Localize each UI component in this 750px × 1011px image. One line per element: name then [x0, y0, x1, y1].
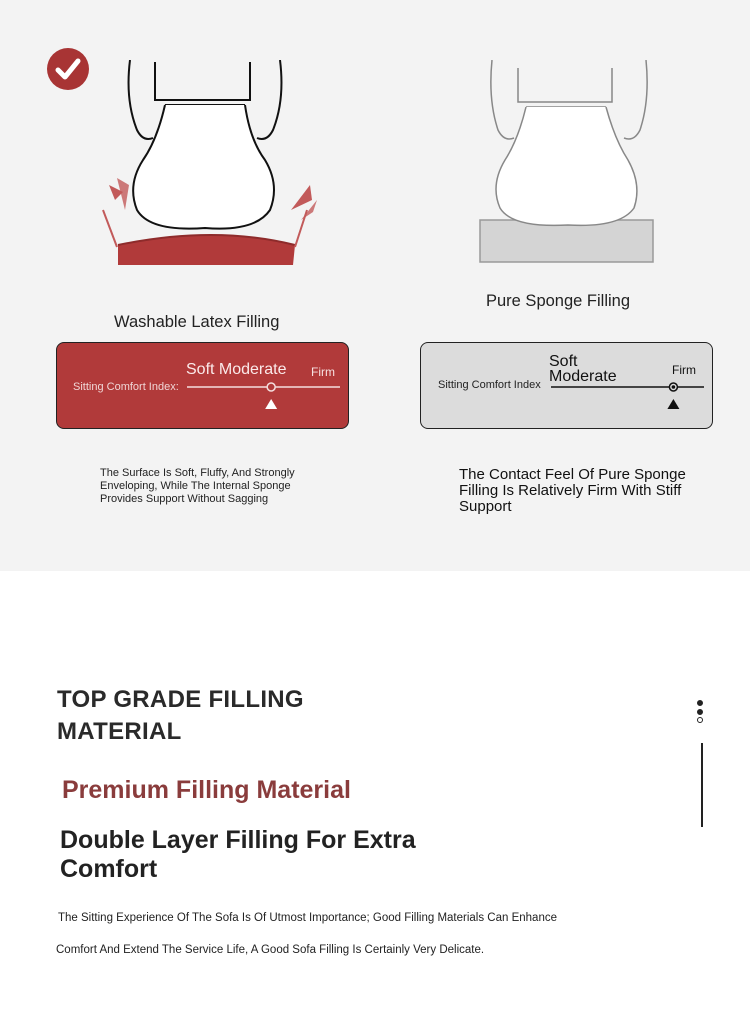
pagination-dots[interactable]: [697, 700, 707, 726]
sponge-filling-caption: Pure Sponge Filling: [486, 292, 631, 310]
section-heading-line1: TOP GRADE FILLING: [57, 686, 304, 713]
premium-subheading: Premium Filling Material: [62, 776, 351, 804]
sponge-cushion-illustration: [470, 60, 670, 270]
vertical-divider: [701, 743, 703, 827]
latex-cushion-illustration: [95, 60, 335, 275]
soft-moderate-label: Soft Moderate: [186, 361, 287, 378]
page-dot[interactable]: [697, 700, 703, 706]
comfort-index-label: Sitting Comfort Index: [438, 379, 541, 391]
firm-label: Firm: [311, 365, 335, 379]
sponge-comfort-panel: [420, 342, 713, 429]
firm-label: Firm: [672, 363, 696, 377]
latex-description: The Surface Is Soft, Fluffy, And Strongly Enveloping, While The Internal Sponge Provides Support Without Sagging: [100, 467, 295, 505]
section-heading: [57, 684, 377, 748]
section-heading-line2: MATERIAL: [57, 718, 182, 745]
comfort-pointer: [265, 399, 277, 409]
sponge-description: The Contact Feel Of Pure Sponge Filling Is Relatively Firm With Stiff Support: [459, 466, 686, 515]
comfort-scale: [421, 343, 713, 429]
body-text-line1: The Sitting Experience Of The Sofa Is Of Utmost Importance; Good Filling Materials Can Enhance: [58, 912, 557, 924]
page-dot[interactable]: [697, 709, 703, 715]
latex-comfort-panel: [56, 342, 349, 429]
comfort-pointer: [667, 399, 679, 409]
double-layer-title: Double Layer Filling For Extra Comfort: [60, 826, 416, 883]
comfort-marker-dot: [672, 385, 676, 389]
soft-label: Soft: [549, 353, 578, 370]
page-dot[interactable]: [697, 717, 703, 723]
checkmark-icon: [47, 48, 89, 90]
comfort-scale: [57, 343, 349, 429]
comfort-index-label: Sitting Comfort Index:: [73, 381, 179, 393]
moderate-label: Moderate: [549, 368, 617, 385]
latex-filling-caption: Washable Latex Filling: [114, 313, 280, 331]
comfort-marker: [267, 383, 275, 391]
body-text-line2: Comfort And Extend The Service Life, A Good Sofa Filling Is Certainly Very Delicate.: [56, 944, 485, 956]
